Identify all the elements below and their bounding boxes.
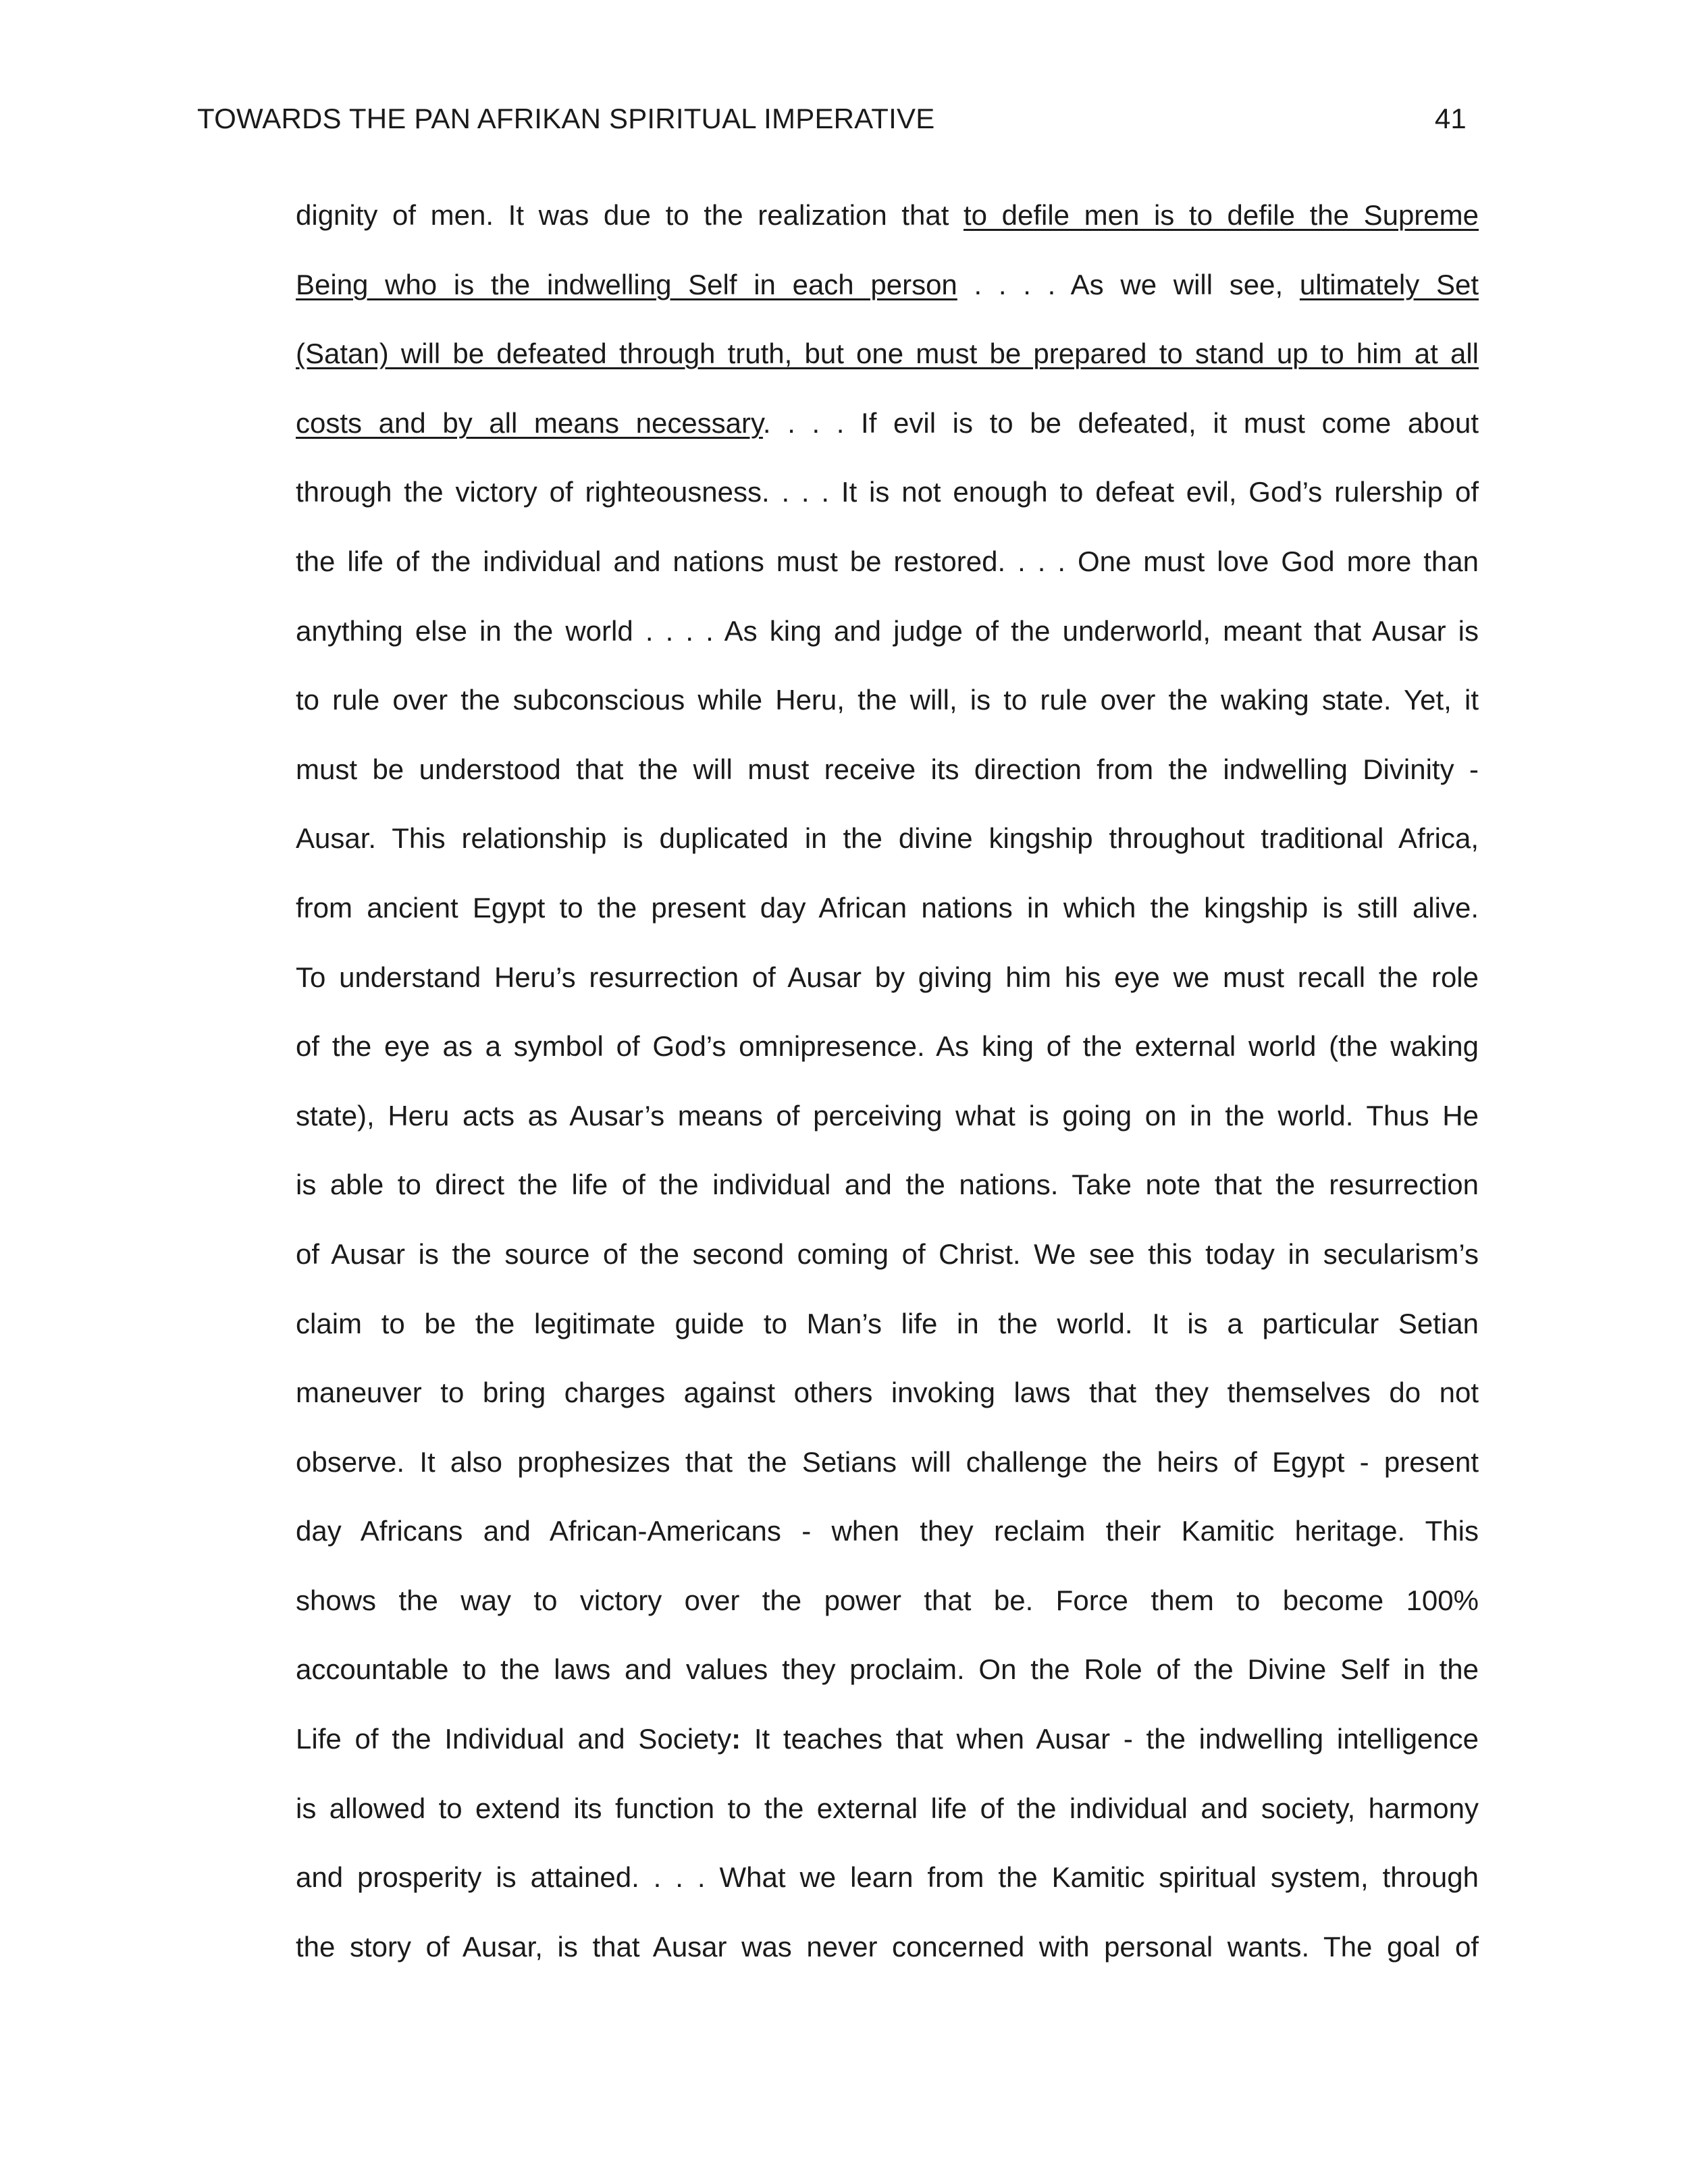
text-run: It teaches that when Ausar - the indwelling intelligence [741,1723,1479,1755]
text-line [296,735,1479,805]
text-line [296,458,1479,527]
text-line [296,1843,1479,1913]
text-run: must be understood that the will must receive its direction from the indwelling Divinity - [296,753,1479,785]
bold-text: : [731,1723,741,1755]
text-line [296,250,1479,320]
text-line [296,319,1479,389]
text-run: shows the way to victory over the power that be. Force them to become 100% [296,1584,1479,1616]
text-run: and prosperity is attained. . . . What we learn from the Kamitic spiritual system, through [296,1861,1479,1894]
body-text [296,181,1479,1981]
text-line [296,1635,1479,1705]
text-run: To understand Heru’s resurrection of Ausar by giving him his eye we must recall the role [296,961,1479,993]
text-run: the story of Ausar, is that Ausar was never concerned with personal wants. The goal of [296,1930,1479,1963]
running-head [197,99,1467,139]
text-line [296,1913,1479,1982]
text-run: observe. It also prophesizes that the Setians will challenge the heirs of Egypt - present [296,1445,1479,1478]
text-line [296,597,1479,666]
text-run: Ausar. This relationship is duplicated in the divine kingship throughout traditional Africa, [296,822,1479,855]
text-line [296,1428,1479,1497]
underlined-text: (Satan) will be defeated through truth, but one must be prepared to stand up to him at all [296,338,1479,370]
text-run: accountable to the laws and values they proclaim. On the Role of the Divine Self in the [296,1653,1479,1686]
text-run: of the eye as a symbol of God’s omnipresence. As king of the external world (the waking [296,1030,1479,1063]
text-run: the life of the individual and nations must be restored. . . . One must love God more than [296,545,1479,577]
text-line [296,1012,1479,1082]
text-run: Life of the Individual and Society [296,1723,732,1755]
underlined-text: to defile men is to defile the Supreme [963,199,1479,231]
text-run: to rule over the subconscious while Heru, the will, is to rule over the waking state. Yet, it [296,684,1479,716]
text-run: anything else in the world . . . . As king and judge of the underworld, meant that Ausar is [296,614,1479,647]
text-run: of Ausar is the source of the second coming of Christ. We see this today in secularism’s [296,1237,1479,1270]
text-run: from ancient Egypt to the present day African nations in which the kingship is still alive. [296,891,1479,924]
text-line [296,1566,1479,1636]
text-line [296,874,1479,943]
text-line [296,666,1479,735]
underlined-text: Being who is the indwelling Self in each person [296,268,957,300]
text-run: is able to direct the life of the individual and the nations. Take note that the resurrection [296,1169,1479,1201]
text-line [296,1705,1479,1774]
text-run: through the victory of righteousness. . . . It is not enough to defeat evil, God’s rulership of [296,476,1479,508]
text-run: dignity of men. It was due to the realization that [296,199,964,231]
text-line [296,181,1479,250]
text-run: state), Heru acts as Ausar’s means of perceiving what is going on in the world. Thus He [296,1099,1479,1131]
text-line [296,804,1479,874]
page-number: 41 [1434,103,1467,134]
underlined-text: costs and by all means necessary [296,406,763,439]
text-run: is allowed to extend its function to the external life of the individual and society, harmony [296,1792,1479,1824]
text-line [296,1289,1479,1359]
text-line [296,527,1479,597]
text-run: day Africans and African-Americans - when they reclaim their Kamitic heritage. This [296,1515,1479,1547]
text-line [296,943,1479,1013]
text-line [296,1082,1479,1151]
text-line [296,1774,1479,1844]
text-run: . . . . As we will see, [957,268,1300,300]
underlined-text: ultimately Set [1299,268,1479,300]
text-line [296,1150,1479,1220]
text-line [296,389,1479,458]
text-line [296,1220,1479,1289]
running-head-title: TOWARDS THE PAN AFRIKAN SPIRITUAL IMPERATIVE [197,103,935,134]
text-run: maneuver to bring charges against others invoking laws that they themselves do not [296,1377,1479,1409]
text-line [296,1497,1479,1566]
text-run: claim to be the legitimate guide to Man’s life in the world. It is a particular Setian [296,1307,1479,1339]
text-line [296,1358,1479,1428]
text-run: . . . . If evil is to be defeated, it must come about [762,406,1479,439]
